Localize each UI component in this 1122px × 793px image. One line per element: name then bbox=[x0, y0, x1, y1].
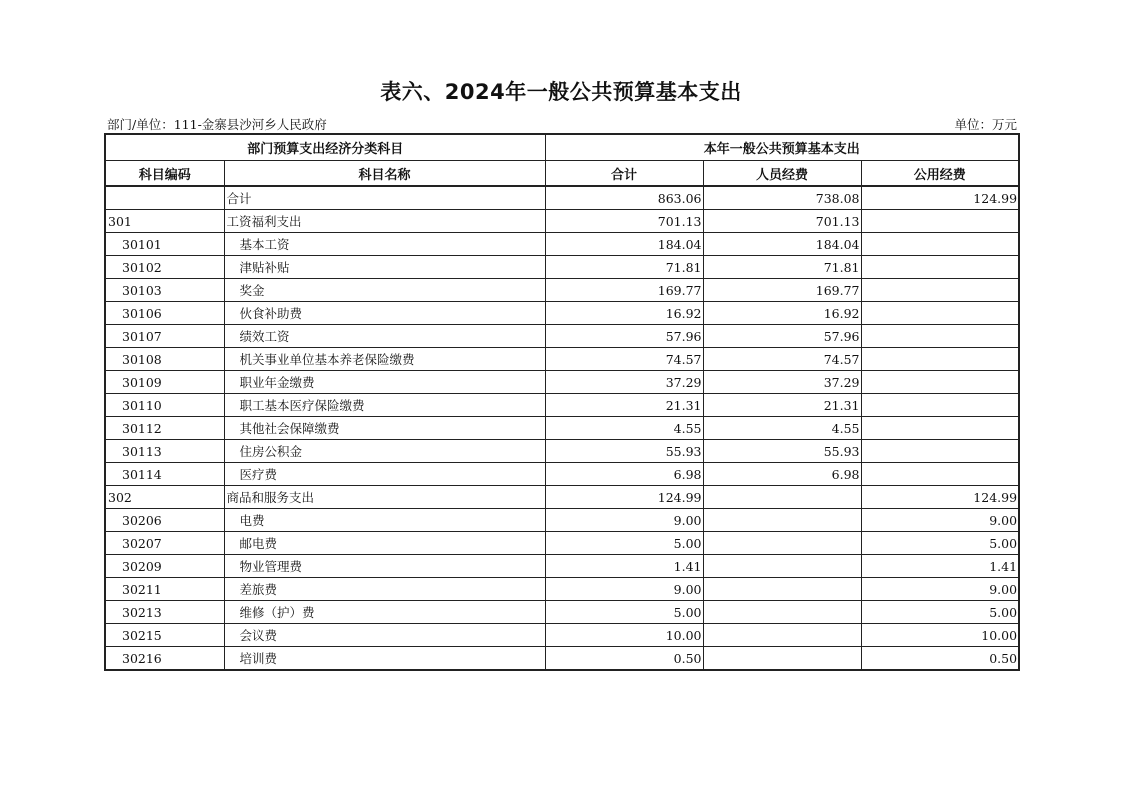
row-name: 电费 bbox=[224, 509, 545, 532]
row-total: 701.13 bbox=[545, 210, 703, 233]
row-code: 30215 bbox=[105, 624, 224, 647]
row-public bbox=[861, 325, 1019, 348]
header-group-basic-expenditure: 本年一般公共预算基本支出 bbox=[545, 134, 1019, 161]
row-name: 职业年金缴费 bbox=[224, 371, 545, 394]
header-total: 合计 bbox=[545, 161, 703, 187]
row-public bbox=[861, 417, 1019, 440]
row-public: 9.00 bbox=[861, 509, 1019, 532]
row-personnel bbox=[703, 601, 861, 624]
row-personnel bbox=[703, 509, 861, 532]
row-code: 30103 bbox=[105, 279, 224, 302]
table-row bbox=[105, 440, 1019, 463]
table-row bbox=[105, 532, 1019, 555]
row-personnel: 169.77 bbox=[703, 279, 861, 302]
row-total: 55.93 bbox=[545, 440, 703, 463]
table-row bbox=[105, 578, 1019, 601]
table-row bbox=[105, 371, 1019, 394]
row-code: 30108 bbox=[105, 348, 224, 371]
row-total: 71.81 bbox=[545, 256, 703, 279]
row-name: 伙食补助费 bbox=[224, 302, 545, 325]
unit-label: 单位：万元 bbox=[954, 117, 1017, 132]
row-name: 邮电费 bbox=[224, 532, 545, 555]
row-code: 30110 bbox=[105, 394, 224, 417]
row-personnel bbox=[703, 486, 861, 509]
row-total: 74.57 bbox=[545, 348, 703, 371]
row-public bbox=[861, 279, 1019, 302]
budget-table bbox=[104, 133, 1020, 671]
row-total: 184.04 bbox=[545, 233, 703, 256]
row-personnel: 16.92 bbox=[703, 302, 861, 325]
row-total: 57.96 bbox=[545, 325, 703, 348]
table-row bbox=[105, 210, 1019, 233]
row-total: 37.29 bbox=[545, 371, 703, 394]
header-code: 科目编码 bbox=[105, 161, 224, 187]
row-personnel bbox=[703, 578, 861, 601]
row-public bbox=[861, 394, 1019, 417]
row-total: 0.50 bbox=[545, 647, 703, 671]
row-public: 10.00 bbox=[861, 624, 1019, 647]
row-code: 30209 bbox=[105, 555, 224, 578]
table-row bbox=[105, 463, 1019, 486]
row-total: 124.99 bbox=[545, 486, 703, 509]
row-code: 30109 bbox=[105, 371, 224, 394]
row-public: 9.00 bbox=[861, 578, 1019, 601]
row-name: 商品和服务支出 bbox=[224, 486, 545, 509]
row-personnel: 184.04 bbox=[703, 233, 861, 256]
header-name: 科目名称 bbox=[224, 161, 545, 187]
row-name: 机关事业单位基本养老保险缴费 bbox=[224, 348, 545, 371]
table-row bbox=[105, 486, 1019, 509]
row-name: 津贴补贴 bbox=[224, 256, 545, 279]
row-personnel: 6.98 bbox=[703, 463, 861, 486]
row-total: 5.00 bbox=[545, 532, 703, 555]
row-personnel: 57.96 bbox=[703, 325, 861, 348]
row-personnel: 738.08 bbox=[703, 186, 861, 210]
row-public bbox=[861, 210, 1019, 233]
row-personnel bbox=[703, 624, 861, 647]
row-name: 培训费 bbox=[224, 647, 545, 671]
row-name: 合计 bbox=[224, 186, 545, 210]
table-row bbox=[105, 417, 1019, 440]
row-code: 30101 bbox=[105, 233, 224, 256]
row-personnel: 701.13 bbox=[703, 210, 861, 233]
row-code: 30113 bbox=[105, 440, 224, 463]
header-public: 公用经费 bbox=[861, 161, 1019, 187]
row-public bbox=[861, 463, 1019, 486]
table-row bbox=[105, 233, 1019, 256]
table-row bbox=[105, 394, 1019, 417]
row-public bbox=[861, 302, 1019, 325]
table-row bbox=[105, 325, 1019, 348]
row-public bbox=[861, 233, 1019, 256]
row-personnel: 37.29 bbox=[703, 371, 861, 394]
row-code: 30207 bbox=[105, 532, 224, 555]
row-public: 5.00 bbox=[861, 601, 1019, 624]
row-personnel: 71.81 bbox=[703, 256, 861, 279]
table-row bbox=[105, 601, 1019, 624]
header-group-classification: 部门预算支出经济分类科目 bbox=[105, 134, 545, 161]
table-row bbox=[105, 647, 1019, 671]
row-code: 30216 bbox=[105, 647, 224, 671]
row-personnel: 4.55 bbox=[703, 417, 861, 440]
row-total: 4.55 bbox=[545, 417, 703, 440]
table-row bbox=[105, 624, 1019, 647]
row-name: 物业管理费 bbox=[224, 555, 545, 578]
row-personnel bbox=[703, 555, 861, 578]
row-name: 住房公积金 bbox=[224, 440, 545, 463]
row-total: 10.00 bbox=[545, 624, 703, 647]
row-code: 30211 bbox=[105, 578, 224, 601]
table-row bbox=[105, 256, 1019, 279]
row-code: 30102 bbox=[105, 256, 224, 279]
row-code: 30106 bbox=[105, 302, 224, 325]
row-public: 1.41 bbox=[861, 555, 1019, 578]
row-code: 30213 bbox=[105, 601, 224, 624]
row-name: 绩效工资 bbox=[224, 325, 545, 348]
row-public: 124.99 bbox=[861, 486, 1019, 509]
table-row bbox=[105, 509, 1019, 532]
row-total: 1.41 bbox=[545, 555, 703, 578]
row-code: 30107 bbox=[105, 325, 224, 348]
row-name: 会议费 bbox=[224, 624, 545, 647]
row-total: 169.77 bbox=[545, 279, 703, 302]
row-public bbox=[861, 371, 1019, 394]
row-total: 863.06 bbox=[545, 186, 703, 210]
row-name: 职工基本医疗保险缴费 bbox=[224, 394, 545, 417]
row-name: 医疗费 bbox=[224, 463, 545, 486]
row-code: 302 bbox=[105, 486, 224, 509]
department-label: 部门/单位：111-金寨县沙河乡人民政府 bbox=[107, 117, 327, 132]
header-personnel: 人员经费 bbox=[703, 161, 861, 187]
page-title: 表六、2024年一般公共预算基本支出 bbox=[380, 80, 742, 104]
table-row bbox=[105, 186, 1019, 210]
row-public bbox=[861, 348, 1019, 371]
row-public: 124.99 bbox=[861, 186, 1019, 210]
row-total: 16.92 bbox=[545, 302, 703, 325]
table-row bbox=[105, 348, 1019, 371]
table-row bbox=[105, 279, 1019, 302]
row-total: 5.00 bbox=[545, 601, 703, 624]
table-row bbox=[105, 302, 1019, 325]
row-personnel bbox=[703, 532, 861, 555]
row-name: 奖金 bbox=[224, 279, 545, 302]
row-public bbox=[861, 256, 1019, 279]
row-name: 维修（护）费 bbox=[224, 601, 545, 624]
row-public: 0.50 bbox=[861, 647, 1019, 671]
row-name: 工资福利支出 bbox=[224, 210, 545, 233]
row-total: 6.98 bbox=[545, 463, 703, 486]
table-row bbox=[105, 555, 1019, 578]
row-total: 21.31 bbox=[545, 394, 703, 417]
row-personnel: 55.93 bbox=[703, 440, 861, 463]
row-personnel: 21.31 bbox=[703, 394, 861, 417]
row-code bbox=[105, 186, 224, 210]
row-code: 301 bbox=[105, 210, 224, 233]
row-personnel bbox=[703, 647, 861, 671]
row-code: 30114 bbox=[105, 463, 224, 486]
row-public bbox=[861, 440, 1019, 463]
row-personnel: 74.57 bbox=[703, 348, 861, 371]
row-total: 9.00 bbox=[545, 578, 703, 601]
row-name: 差旅费 bbox=[224, 578, 545, 601]
row-name: 基本工资 bbox=[224, 233, 545, 256]
row-code: 30206 bbox=[105, 509, 224, 532]
row-code: 30112 bbox=[105, 417, 224, 440]
row-name: 其他社会保障缴费 bbox=[224, 417, 545, 440]
row-total: 9.00 bbox=[545, 509, 703, 532]
row-public: 5.00 bbox=[861, 532, 1019, 555]
